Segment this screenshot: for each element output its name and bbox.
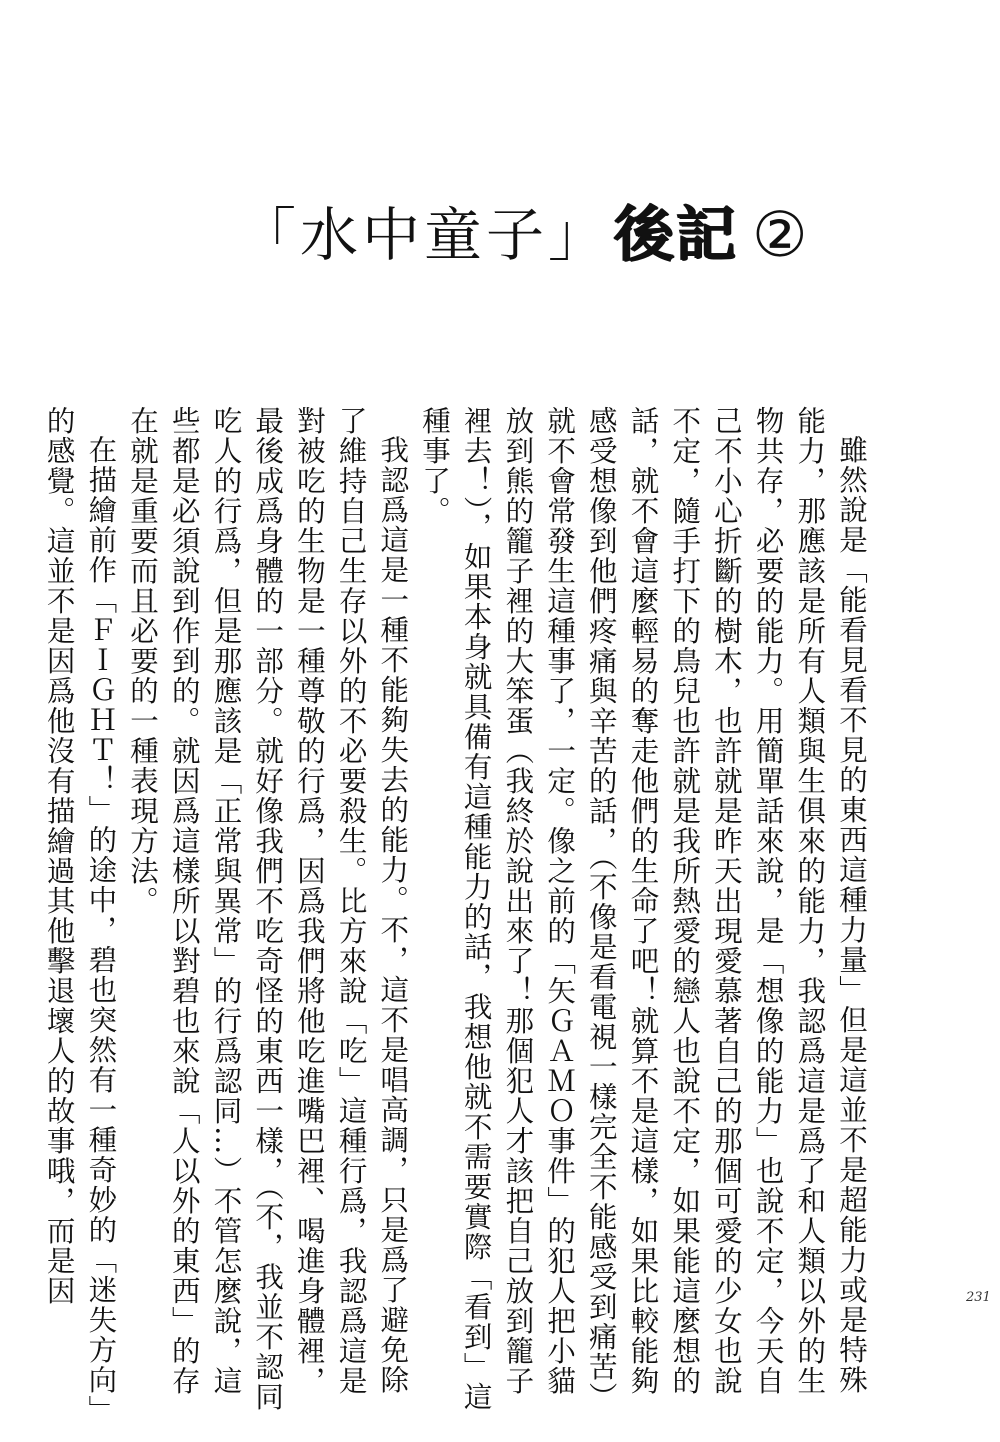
page-number: 231 — [966, 1290, 991, 1305]
paragraph: 在描繪前作「ＦＩＧＨＴ！」的途中，碧也突然有一種奇妙的「迷失方向」的感覺。這並不是因爲他沒有描繪過其他擊退壞人的故事哦，而是因 — [42, 406, 118, 1411]
paragraph: 我認爲這是一種不能夠失去的能力。不，這不是唱高調，只是爲了避免除了維持自己生存以外的不必要殺生。比方來說「吃」這種行爲，我認爲這是對被吃的生物是一種尊敬的行爲，因爲我們將他吃進嘴巴裡、喝進身體裡，最後成爲身體的一部分。就好像我們不吃奇怪的東西一樣，（不，我並不認同吃人的行爲，但是那應該是「正常與異常」的行爲認同…）不管怎麼說，這些都是必須說到作到的。就因爲這樣所以對碧也來說「人以外的東西」的存在就是重要而且必要的一種表現方法。 — [126, 406, 410, 1412]
title-main: 「水中童子」 — [238, 201, 611, 269]
paragraph: 雖然說是「能看見看不見的東西這種力量」但是這並不是超能力或是特殊能力，那應該是所有人類與生俱來的能力，我認爲這是爲了和人類以外的生物共存，必要的能力。用簡單話來說，是「想像的能力」也說不定，今天自己不小心折斷的樹木，也許就是昨天出現愛慕著自己的那個可愛的少女也說不定，隨手打下的鳥兒也許就是我所熱愛的戀人也說不定，如果能這麼想的話，就不會這麼輕易的奪走他們的生命了吧！就算不是這樣，如果比較能夠感受想像到他們疼痛與辛苦的話，（不像是看電視一樣完全不能感受到痛苦）就不會常發生這種事了，一定。像之前的「矢ＧＡＭＯ事件」的犯人把小貓放到熊的籠子裡的大笨蛋（我終於說出來了！那個犯人才該把自己放到籠子裡去！），如果本身就具備有這種能力的話，我想他就不需要實際「看到」這種事了。 — [417, 406, 868, 1412]
page-title — [238, 190, 808, 280]
title-suffix: 後記 — [614, 200, 739, 270]
title-number: ② — [752, 198, 808, 271]
body-text — [42, 406, 872, 1416]
